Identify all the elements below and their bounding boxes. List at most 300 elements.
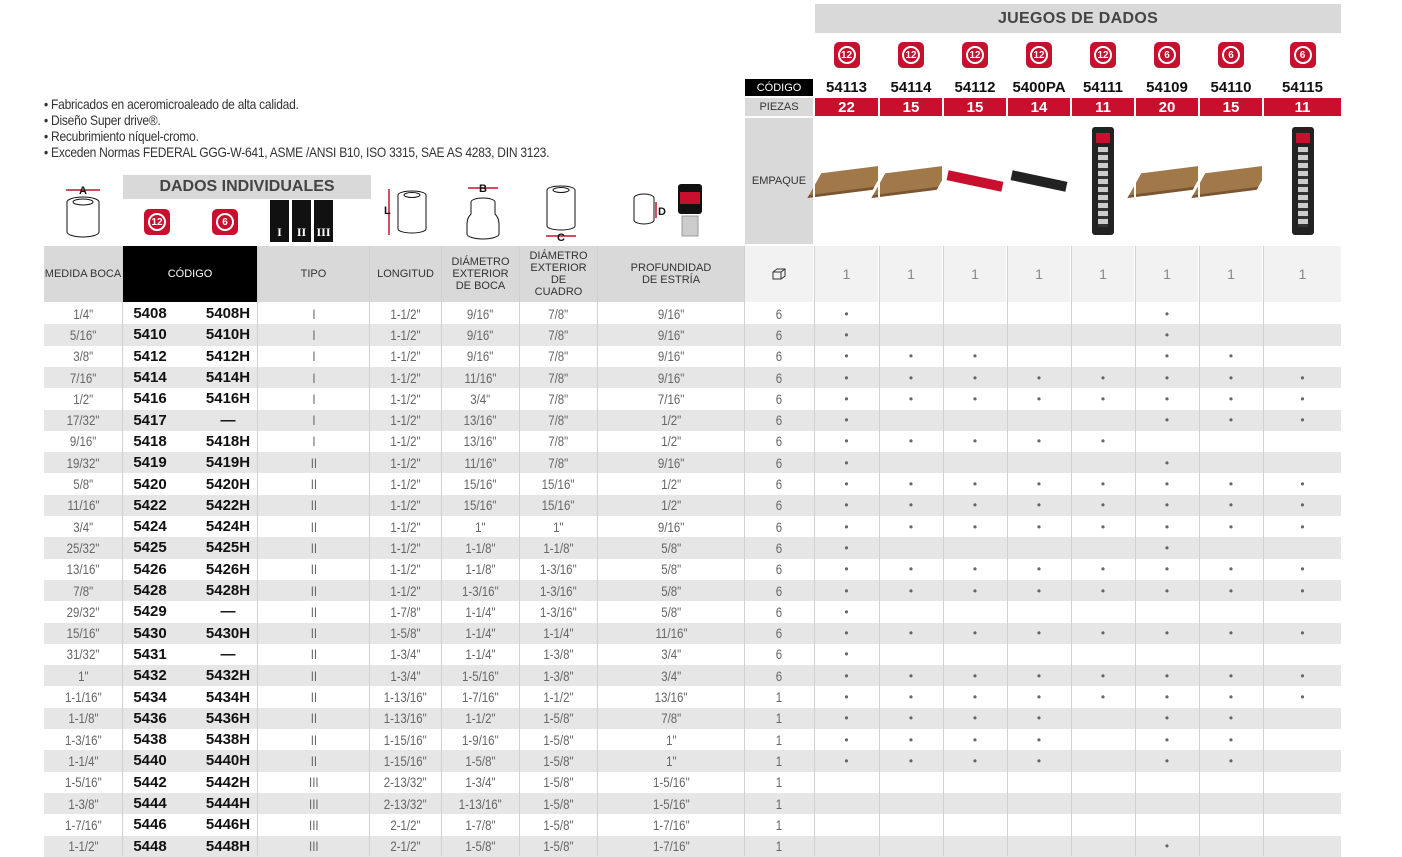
set-membership-dot: •	[908, 732, 914, 747]
set-qty: 1	[1072, 246, 1134, 302]
cell-text: 5432H	[205, 667, 251, 685]
cell-l	[370, 750, 441, 771]
cell-text: II	[310, 518, 317, 535]
cell-text: I	[311, 390, 316, 407]
cell-c12	[124, 495, 176, 516]
set-membership-dot: •	[908, 690, 914, 705]
cell-c6	[194, 452, 262, 473]
cell-db	[442, 601, 519, 622]
cell-q	[745, 601, 813, 622]
set-membership-dot: •	[1228, 626, 1234, 641]
cell-c6	[194, 644, 262, 665]
set-membership-dot: •	[844, 626, 849, 641]
cell-text: 1-15/16"	[383, 731, 427, 748]
set-membership-dot: •	[908, 583, 914, 598]
cell-q	[745, 473, 813, 494]
cell-p	[598, 836, 744, 857]
set-divider	[1134, 34, 1136, 246]
set-membership-dot: •	[844, 498, 849, 513]
cell-text: II	[310, 497, 317, 514]
cell-text: 1/2"	[660, 497, 682, 514]
box-icon	[772, 268, 786, 280]
cell-c6	[194, 708, 262, 729]
cell-text: II	[310, 710, 317, 727]
set-membership-dot: •	[1164, 349, 1170, 364]
cell-c6	[194, 772, 262, 793]
cell-db	[442, 431, 519, 452]
socket-diameter-c-icon	[538, 180, 584, 242]
set-membership-dot: •	[1036, 583, 1042, 598]
cell-text: 2-1/2"	[390, 816, 421, 833]
cell-m	[44, 495, 122, 516]
cell-text: 5417	[133, 411, 167, 429]
cell-text: 5416	[133, 390, 167, 408]
cell-t	[258, 388, 369, 409]
header-longitud: LONGITUD	[370, 246, 441, 302]
cell-c6	[194, 729, 262, 750]
cell-dc	[520, 367, 597, 388]
cell-text: 5425	[133, 539, 167, 557]
cell-text: II	[310, 667, 317, 684]
six-point-icon: 6	[1154, 42, 1180, 68]
cell-text: 1"	[475, 518, 486, 535]
cell-p	[598, 495, 744, 516]
cell-m	[44, 367, 122, 388]
cell-text: 15/16"	[542, 497, 575, 514]
cell-p	[598, 346, 744, 367]
cell-text: 5/8"	[660, 539, 682, 556]
cell-m	[44, 516, 122, 537]
cell-text: 1-3/8"	[543, 667, 574, 684]
table-row	[44, 623, 1341, 644]
set-membership-dot: •	[844, 583, 849, 598]
cell-q	[745, 388, 813, 409]
column-divider	[814, 246, 815, 856]
cell-db	[442, 793, 519, 814]
cell-text: 3/4"	[660, 646, 682, 663]
set-membership-dot: •	[844, 604, 849, 619]
cell-dc	[520, 772, 597, 793]
cell-text: 5428	[133, 582, 167, 600]
set-membership-dot: •	[1100, 583, 1106, 598]
cell-text: 5430H	[205, 624, 251, 642]
cell-text: 5430	[133, 624, 167, 642]
set-membership-dot: •	[1164, 498, 1170, 513]
set-membership-dot: •	[1300, 519, 1305, 534]
cell-text: 6	[775, 497, 783, 514]
cell-db	[442, 644, 519, 665]
cell-text: 1-5/8"	[390, 625, 421, 642]
type-iii-icon: III	[314, 200, 333, 242]
cell-text: 6	[775, 603, 783, 620]
cell-l	[370, 729, 441, 750]
cell-t	[258, 580, 369, 601]
set-pieces: 15	[880, 98, 942, 116]
set-membership-dot: •	[1300, 690, 1305, 705]
cell-text: 5434H	[205, 688, 251, 706]
cell-text: 7/8"	[660, 710, 682, 727]
cell-l	[370, 388, 441, 409]
cell-text: 25/32"	[66, 539, 100, 556]
cell-p	[598, 367, 744, 388]
column-divider	[1071, 246, 1072, 856]
cell-q	[745, 495, 813, 516]
cell-text: 1-1/2"	[390, 412, 421, 429]
set-membership-dot: •	[972, 519, 978, 534]
set-package-image	[1008, 118, 1070, 244]
socket-diameter-a-icon	[60, 180, 106, 242]
cell-text: 3/4"	[72, 518, 94, 535]
set-pieces: 11	[1072, 98, 1134, 116]
cell-c6	[194, 559, 262, 580]
set-package-image	[944, 118, 1006, 244]
cell-q	[745, 452, 813, 473]
cell-l	[370, 516, 441, 537]
cell-m	[44, 346, 122, 367]
cell-p	[598, 708, 744, 729]
cell-text: 1-1/2"	[390, 348, 421, 365]
cell-text: 11/16"	[464, 369, 497, 386]
set-membership-dot: •	[844, 668, 849, 683]
cell-c12	[124, 686, 176, 707]
set-qty: 1	[1008, 246, 1070, 302]
cell-c12	[124, 559, 176, 580]
cell-text: 6	[775, 582, 783, 599]
cell-c6	[194, 303, 262, 324]
cell-q	[745, 750, 813, 771]
table-row	[44, 367, 1341, 388]
cell-text: III	[308, 816, 319, 833]
cell-p	[598, 473, 744, 494]
cell-text: 5410H	[205, 326, 251, 344]
set-membership-dot: •	[1036, 391, 1042, 406]
cell-dc	[520, 665, 597, 686]
cell-t	[258, 367, 369, 388]
cell-c6	[194, 665, 262, 686]
cell-text: 7/8"	[548, 305, 569, 322]
set-membership-dot: •	[1100, 477, 1106, 492]
table-row	[44, 644, 1341, 665]
cell-m	[44, 537, 122, 558]
cell-l	[370, 559, 441, 580]
table-row	[44, 580, 1341, 601]
set-membership-dot: •	[1164, 477, 1170, 492]
table-row	[44, 452, 1341, 473]
set-badge-cell	[815, 34, 878, 76]
cell-text: 1-1/2"	[390, 518, 421, 535]
cell-dc	[520, 793, 597, 814]
cell-dc	[520, 346, 597, 367]
cell-text: —	[220, 645, 236, 663]
set-membership-dot: •	[972, 668, 978, 683]
cell-m	[44, 814, 122, 835]
cell-t	[258, 665, 369, 686]
cell-c12	[124, 708, 176, 729]
set-divider	[1198, 34, 1200, 246]
set-membership-dot: •	[972, 391, 978, 406]
cell-db	[442, 473, 519, 494]
column-divider	[943, 246, 944, 856]
set-membership-dot: •	[1164, 690, 1170, 705]
cell-text: 29/32"	[66, 603, 100, 620]
svg-text:D: D	[658, 206, 666, 218]
cell-l	[370, 836, 441, 857]
table-row	[44, 537, 1341, 558]
cell-db	[442, 388, 519, 409]
cell-text: 6	[775, 348, 783, 365]
set-badge-cell	[944, 34, 1006, 76]
cell-p	[598, 537, 744, 558]
cell-text: 5/8"	[660, 582, 682, 599]
cell-c6	[194, 601, 262, 622]
tipo-icons	[270, 200, 333, 242]
cell-c12	[124, 473, 176, 494]
box-qty-header	[745, 246, 813, 302]
set-membership-dot: •	[844, 753, 849, 768]
cell-c6	[194, 495, 262, 516]
set-divider	[1262, 34, 1264, 246]
cell-t	[258, 793, 369, 814]
cell-text: 5410	[133, 326, 167, 344]
cell-text: 9/16"	[467, 326, 494, 343]
cell-text: 1-7/16"	[652, 816, 690, 833]
cell-text: 1/4"	[72, 305, 94, 322]
cell-q	[745, 793, 813, 814]
svg-text:L: L	[384, 205, 391, 217]
cell-text: 7/8"	[548, 433, 569, 450]
cell-c12	[124, 729, 176, 750]
cell-text: 1-1/2"	[390, 582, 421, 599]
set-membership-dot: •	[972, 690, 978, 705]
cell-q	[745, 686, 813, 707]
piezas-label: PIEZAS	[745, 98, 813, 116]
cell-c6	[194, 324, 262, 345]
cell-dc	[520, 516, 597, 537]
table-row	[44, 601, 1341, 622]
cell-text: 5414H	[205, 369, 251, 387]
set-membership-dot: •	[908, 753, 914, 768]
cell-l	[370, 452, 441, 473]
cell-text: 11/16"	[464, 454, 497, 471]
cell-text: 9/16"	[69, 433, 97, 450]
cell-c6	[194, 836, 262, 857]
table-row	[44, 708, 1341, 729]
table-row	[44, 388, 1341, 409]
cell-text: 1-1/8"	[543, 539, 574, 556]
cell-text: 1-5/8"	[543, 816, 574, 833]
cell-text: 1	[775, 731, 783, 748]
cell-text: II	[310, 603, 317, 620]
table-row	[44, 303, 1341, 324]
set-membership-dot: •	[844, 647, 849, 662]
set-package-image	[815, 118, 878, 244]
cell-m	[44, 431, 122, 452]
cell-text: 7/8"	[72, 582, 94, 599]
cell-c6	[194, 580, 262, 601]
set-pieces: 14	[1008, 98, 1070, 116]
cell-c12	[124, 410, 176, 431]
set-membership-dot: •	[1228, 711, 1234, 726]
set-membership-dot: •	[1228, 477, 1234, 492]
set-code: 54113	[826, 79, 867, 96]
cell-l	[370, 495, 441, 516]
cell-text: III	[308, 838, 319, 855]
cell-text: 5431	[133, 645, 167, 663]
cell-t	[258, 346, 369, 367]
cell-p	[598, 452, 744, 473]
cell-db	[442, 516, 519, 537]
cell-text: 5425H	[205, 539, 251, 557]
set-membership-dot: •	[1164, 455, 1170, 470]
set-membership-dot: •	[1300, 626, 1305, 641]
cell-c12	[124, 303, 176, 324]
cell-c12	[124, 537, 176, 558]
cell-dc	[520, 686, 597, 707]
cell-p	[598, 665, 744, 686]
socket-depth-d-icon	[628, 182, 706, 240]
cell-text: 1	[775, 816, 783, 833]
cell-q	[745, 324, 813, 345]
cell-text: 5434	[133, 688, 167, 706]
set-membership-dot: •	[844, 413, 849, 428]
cell-text: 1	[775, 795, 783, 812]
cell-text: 5420	[133, 475, 167, 493]
table-row	[44, 431, 1341, 452]
feature-item: • Exceden Normas FEDERAL GGG-W-641, ASME /ANSI B10, ISO 3315, SAE AS 4283, DIN 3123.	[44, 144, 550, 160]
cell-text: 2-1/2"	[390, 838, 421, 855]
set-membership-dot: •	[1228, 668, 1234, 683]
header-profundidad: PROFUNDIDAD DE ESTRÍA	[598, 246, 744, 302]
cell-text: 7/16"	[69, 369, 97, 386]
set-code: 54112	[954, 79, 996, 96]
set-membership-dot: •	[972, 434, 978, 449]
cell-db	[442, 410, 519, 431]
set-membership-dot: •	[908, 391, 914, 406]
cell-text: 1/2"	[660, 412, 682, 429]
cell-text: 5412	[133, 347, 167, 365]
cell-text: I	[311, 433, 316, 450]
set-membership-dot: •	[972, 562, 978, 577]
cell-text: 5444	[133, 795, 167, 813]
cell-text: I	[311, 305, 316, 322]
cell-q	[745, 346, 813, 367]
cell-t	[258, 623, 369, 644]
cell-text: 17/32"	[66, 412, 100, 429]
set-membership-dot: •	[1228, 562, 1234, 577]
cell-p	[598, 324, 744, 345]
cell-text: II	[310, 476, 317, 493]
table-row	[44, 346, 1341, 367]
cell-text: 1-5/8"	[543, 774, 574, 791]
cell-text: 1-1/2"	[390, 369, 421, 386]
set-membership-dot: •	[1300, 562, 1305, 577]
cell-p	[598, 516, 744, 537]
svg-text:C: C	[557, 232, 565, 242]
cell-text: 1-1/2"	[390, 454, 421, 471]
cell-text: 1-3/16"	[540, 582, 577, 599]
table-row	[44, 729, 1341, 750]
empaque-label: EMPAQUE	[745, 118, 813, 244]
set-membership-dot: •	[1228, 690, 1234, 705]
cell-text: 9/16"	[657, 369, 685, 386]
cell-dc	[520, 431, 597, 452]
set-membership-dot: •	[972, 753, 978, 768]
cell-text: 1-5/16"	[64, 774, 102, 791]
cell-text: I	[311, 412, 316, 429]
set-code: 54115	[1282, 79, 1323, 96]
set-badge-cell	[880, 34, 942, 76]
cell-db	[442, 814, 519, 835]
cell-p	[598, 580, 744, 601]
cell-m	[44, 388, 122, 409]
cell-text: 5436	[133, 709, 167, 727]
set-membership-dot: •	[844, 732, 849, 747]
cell-db	[442, 580, 519, 601]
cell-m	[44, 559, 122, 580]
set-membership-dot: •	[1100, 519, 1106, 534]
set-membership-dot: •	[1164, 711, 1170, 726]
set-membership-dot: •	[844, 370, 849, 385]
cell-l	[370, 601, 441, 622]
cell-dc	[520, 495, 597, 516]
cell-t	[258, 559, 369, 580]
cell-db	[442, 324, 519, 345]
cell-dc	[520, 537, 597, 558]
set-membership-dot: •	[972, 732, 978, 747]
set-membership-dot: •	[908, 477, 914, 492]
set-membership-dot: •	[1164, 540, 1170, 555]
cell-text: 11/16"	[655, 625, 687, 642]
set-pieces: 11	[1264, 98, 1341, 116]
cell-c6	[194, 410, 262, 431]
set-membership-dot: •	[1100, 498, 1106, 513]
cell-p	[598, 623, 744, 644]
cell-dc	[520, 623, 597, 644]
set-pieces: 15	[944, 98, 1006, 116]
cell-text: 1-5/8"	[465, 752, 496, 769]
cell-text: 1"	[665, 731, 677, 748]
cell-c6	[194, 516, 262, 537]
cell-text: 5424H	[205, 518, 251, 536]
cell-text: II	[310, 731, 317, 748]
cell-c12	[124, 665, 176, 686]
cell-t	[258, 729, 369, 750]
set-membership-dot: •	[1300, 370, 1305, 385]
cell-l	[370, 644, 441, 665]
set-membership-dot: •	[1164, 583, 1170, 598]
cell-text: 1-5/8"	[543, 731, 574, 748]
cell-c12	[124, 367, 176, 388]
cell-text: 15/16"	[464, 476, 497, 493]
cell-c12	[124, 601, 176, 622]
cell-db	[442, 303, 519, 324]
set-package-image	[1264, 118, 1341, 244]
cell-text: I	[311, 348, 316, 365]
set-membership-dot: •	[1164, 370, 1170, 385]
cell-p	[598, 772, 744, 793]
cell-text: 5446H	[205, 816, 251, 834]
set-membership-dot: •	[844, 477, 849, 492]
cell-t	[258, 772, 369, 793]
cell-dc	[520, 750, 597, 771]
feature-item: • Diseño Super drive®.	[44, 112, 161, 128]
cell-db	[442, 836, 519, 857]
cell-c12	[124, 772, 176, 793]
set-membership-dot: •	[1164, 626, 1170, 641]
cell-text: 1-1/2"	[390, 326, 421, 343]
cell-q	[745, 537, 813, 558]
cell-q	[745, 367, 813, 388]
